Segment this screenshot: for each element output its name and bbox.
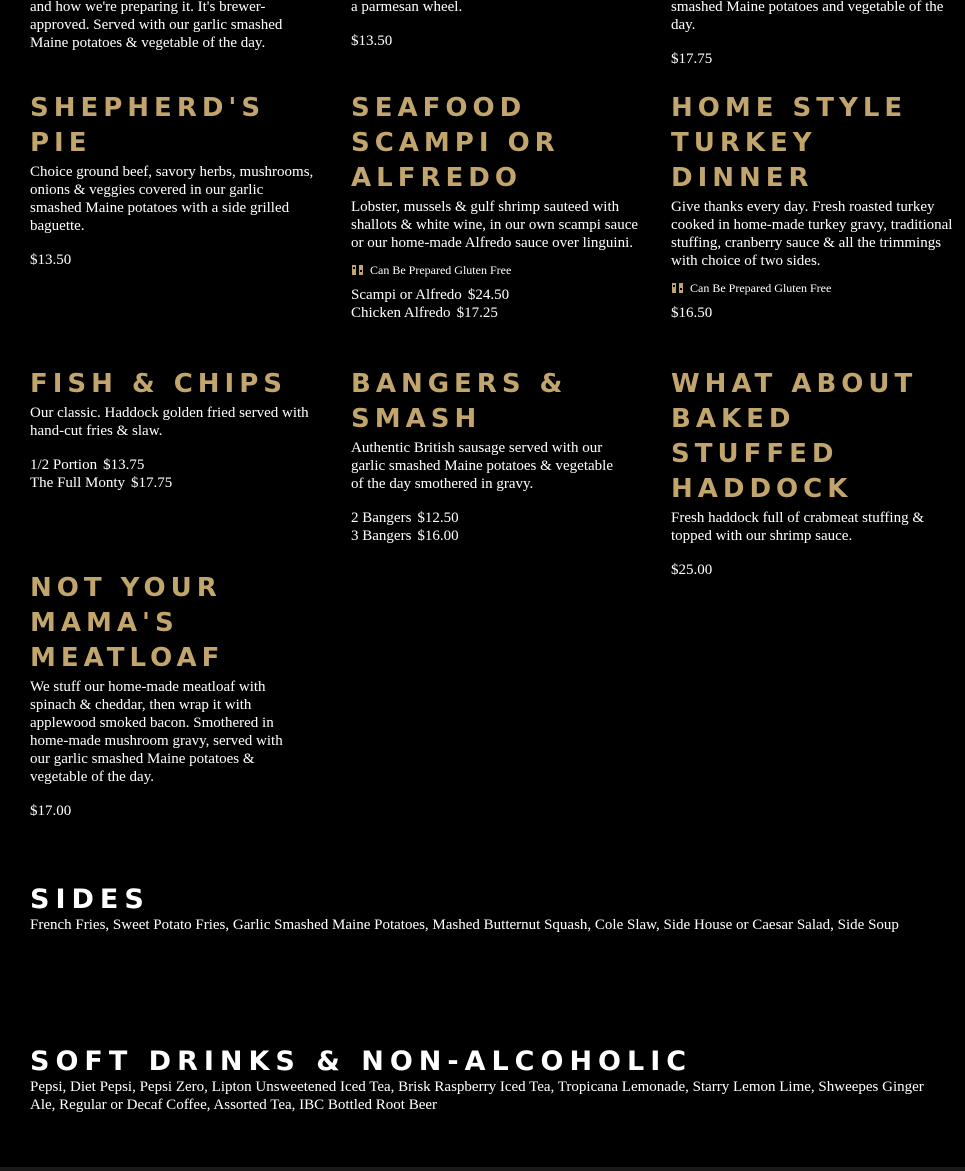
wheat-icon — [671, 282, 685, 294]
item-title: NOT YOUR MAMA'S MEATLOAF — [30, 573, 225, 673]
item-description: We stuff our home-made meatloaf with spinach & cheddar, then wrap it with applewood smoked bacon. Smothered in home-made mushroom gravy, served with our garlic smashed Maine potatoes & vegetable of the day. — [30, 679, 283, 785]
item-description: smashed Maine potatoes and vegetable of the day. — [671, 0, 944, 33]
option-name: Chicken Alfredo — [351, 305, 451, 321]
item-price: $16.50 — [671, 305, 713, 321]
item-options — [351, 286, 641, 322]
section-title: SIDES — [30, 884, 150, 915]
item-description: Choice ground beef, savory herbs, mushrooms, onions & veggies covered in our garlic smashed Maine potatoes with a side grilled baguette. — [30, 164, 314, 234]
item-price: $17.75 — [671, 51, 713, 67]
option-price: $24.50 — [467, 287, 510, 303]
item-options — [351, 509, 626, 545]
option-name: 1/2 Portion — [30, 457, 98, 473]
item-price: $17.00 — [30, 803, 72, 819]
option-row — [351, 286, 641, 304]
prev-item-col3 — [671, 0, 956, 68]
item-title: HOME STYLE TURKEY DINNER — [671, 93, 908, 193]
section-title: SOFT DRINKS & NON-ALCOHOLIC — [30, 1046, 693, 1077]
option-row — [351, 509, 626, 527]
wheat-icon — [351, 264, 365, 276]
option-name: 2 Bangers — [351, 510, 412, 526]
option-name: 3 Bangers — [351, 528, 412, 544]
item-options — [30, 456, 315, 492]
item-description: Authentic British sausage served with our garlic smashed Maine potatoes & vegetable of the day smothered in gravy. — [351, 440, 613, 492]
item-title: SEAFOOD SCAMPI OR ALFREDO — [351, 93, 560, 193]
item-description: Fresh haddock full of crabmeat stuffing & topped with our shrimp sauce. — [671, 510, 924, 544]
option-row — [351, 527, 626, 545]
option-price: $17.25 — [456, 305, 498, 321]
item-price: $13.50 — [351, 33, 393, 49]
item-title: WHAT ABOUT BAKED STUFFED HADDOCK — [671, 369, 918, 504]
item-title: SHEPHERD'S PIE — [30, 93, 266, 158]
option-name: Scampi or Alfredo — [351, 287, 462, 303]
option-price: $16.00 — [417, 528, 459, 544]
item-description: Lobster, mussels & gulf shrimp sauteed with shallots & white wine, in our own scampi sauce or our home-made Alfredo sauce over linguini. — [351, 199, 639, 251]
drinks-section — [30, 1046, 940, 1114]
option-name: The Full Monty — [30, 475, 126, 491]
item-title: FISH & CHIPS — [30, 369, 287, 399]
option-price: $12.50 — [417, 510, 459, 526]
option-price: $13.75 — [103, 457, 145, 473]
gluten-free-label: Can Be Prepared Gluten Free — [690, 281, 832, 295]
item-description: and how we're preparing it. It's brewer-approved. Served with our garlic smashed Maine potatoes & vegetable of the day. — [30, 0, 283, 51]
item-description: a parmesan wheel. — [351, 0, 463, 15]
gluten-free-note — [671, 280, 956, 296]
option-row — [30, 456, 315, 474]
option-row — [30, 474, 315, 492]
menu-item-fish-chips — [30, 367, 315, 492]
item-description: Give thanks every day. Fresh roasted turkey cooked in home-made turkey gravy, traditional stuffing, cranberry sauce & all the trimmings with choice of two sides. — [671, 199, 953, 269]
gluten-free-note — [351, 262, 641, 278]
section-text: Pepsi, Diet Pepsi, Pepsi Zero, Lipton Unsweetened Iced Tea, Brisk Raspberry Iced Tea, Tropicana Lemonade, Starry Lemon Lime, Shweepes Ginger Ale, Regular or Decaf Coffee, Assorted Tea, IBC Bottled Root Beer — [30, 1079, 924, 1113]
menu-item-seafood-scampi — [351, 91, 641, 322]
section-text: French Fries, Sweet Potato Fries, Garlic Smashed Maine Potatoes, Mashed Butternut Squash, Cole Slaw, Side House or Caesar Salad, Side Soup — [30, 917, 899, 933]
menu-item-baked-haddock — [671, 367, 956, 579]
gluten-free-label: Can Be Prepared Gluten Free — [370, 263, 512, 277]
menu-item-bangers-smash — [351, 367, 626, 545]
item-price: $13.50 — [30, 252, 72, 268]
prev-item-col1 — [30, 0, 315, 52]
item-title: BANGERS & SMASH — [351, 369, 568, 434]
prev-item-col2 — [351, 0, 636, 50]
footer-divider — [0, 1167, 965, 1171]
menu-item-shepherds-pie — [30, 91, 315, 269]
item-description: Our classic. Haddock golden fried served with hand-cut fries & slaw. — [30, 405, 309, 439]
item-price: $25.00 — [671, 562, 713, 578]
option-price: $17.75 — [131, 475, 173, 491]
sides-section — [30, 884, 940, 934]
menu-item-turkey-dinner — [671, 91, 956, 322]
option-row — [351, 304, 641, 322]
menu-item-meatloaf — [30, 571, 305, 820]
